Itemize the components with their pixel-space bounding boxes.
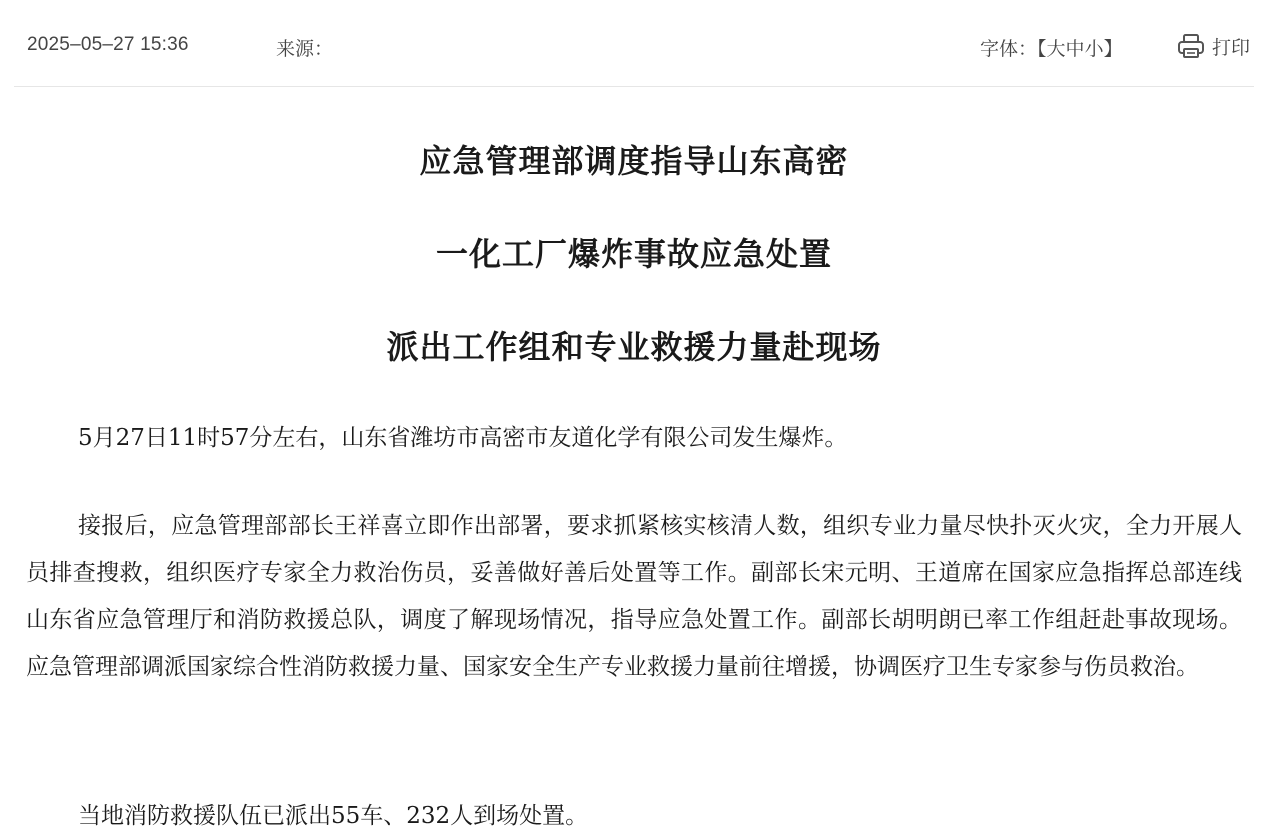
font-size-large-button[interactable]: 大 — [1046, 38, 1066, 60]
article-paragraph: 接报后，应急管理部部长王祥喜立即作出部署，要求抓紧核实核清人数，组织专业力量尽快扑灭火灾，全力开展人员排查搜救，组织医疗专家全力救治伤员，妥善做好善后处置等工作。副部长宋元明、王道席在国家应急指挥总部连线山东省应急管理厅和消防救援总队，调度了解现场情况，指导应急处置工作。副部长胡明朗已率工作组赶赴事故现场。应急管理部调派国家综合性消防救援力量、国家安全生产专业救援力量前往增援，协调医疗卫生专家参与伤员救治。 — [26, 513, 1242, 680]
font-bracket-close: 】 — [1103, 38, 1123, 60]
print-label: 打印 — [1212, 36, 1251, 59]
article-meta-bar — [14, 0, 1254, 87]
article-title-line-2: 一化工厂爆炸事故应急处置 — [435, 235, 832, 273]
print-button[interactable] — [1176, 30, 1250, 62]
font-bracket-open: 【 — [1037, 38, 1047, 60]
font-size-small-button[interactable]: 小 — [1084, 38, 1104, 60]
article-title-line-1: 应急管理部调度指导山东高密 — [419, 142, 849, 180]
font-size-medium-button[interactable]: 中 — [1065, 38, 1085, 60]
font-size-control — [980, 34, 1123, 61]
publish-date: 2025–05–27 15:36 — [27, 34, 189, 55]
font-size-label: 字体： — [980, 38, 1038, 60]
article-title-line-3: 派出工作组和专业救援力量赴现场 — [386, 328, 882, 366]
article-paragraph: 5月27日11时57分左右，山东省潍坊市高密市友道化学有限公司发生爆炸。 — [78, 425, 848, 451]
source-label: 来源： — [276, 38, 334, 60]
article-paragraph: 当地消防救援队伍已派出55车、232人到场处置。 — [78, 803, 589, 829]
printer-icon — [1176, 31, 1206, 61]
